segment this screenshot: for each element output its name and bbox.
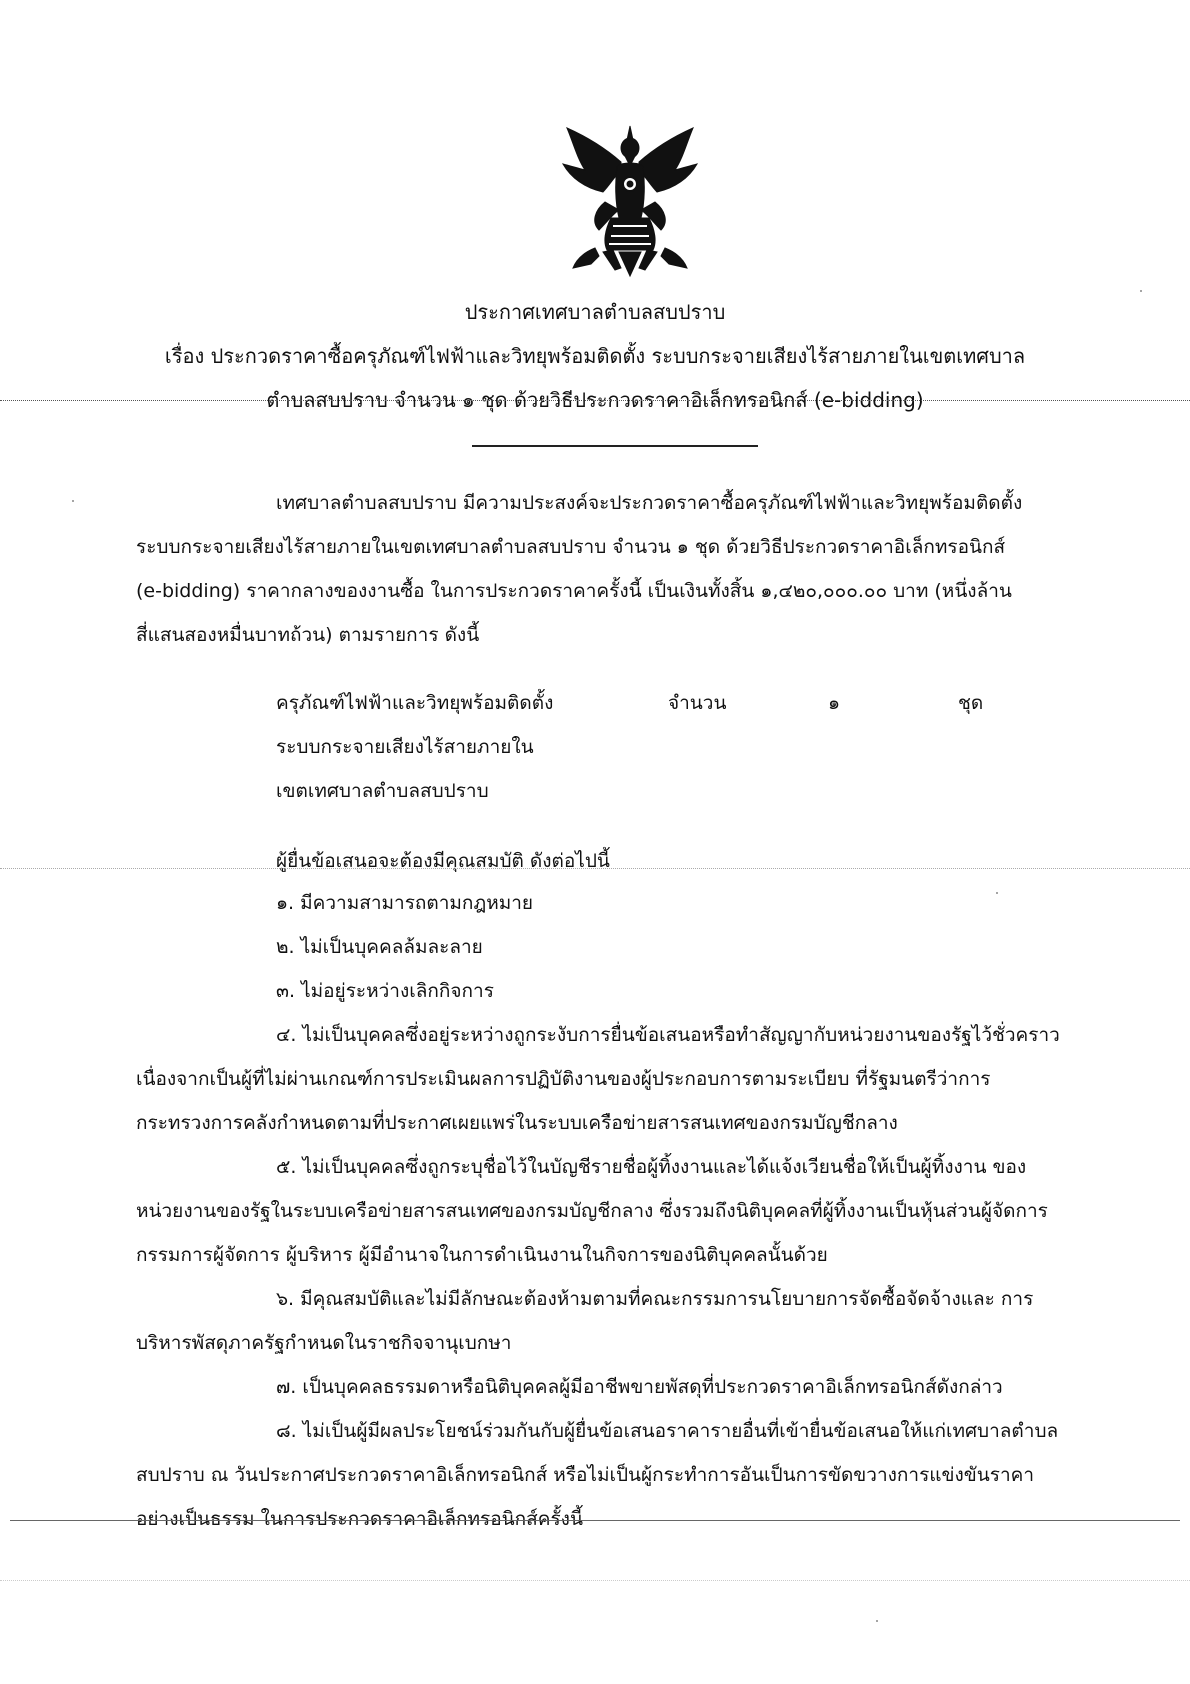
qualification-3: ๓. ไม่อยู่ระหว่างเลิกกิจการ <box>276 980 494 1002</box>
announcement-title: ประกาศเทศบาลตำบลสบปราบ <box>464 300 726 324</box>
intro-line-4: สี่แสนสองหมื่นบาทถ้วน) ตามรายการ ดังนี้ <box>136 624 480 646</box>
intro-line-3: (e-bidding) ราคากลางของงานซื้อ ในการประกวดราคาครั้งนี้ เป็นเงินทั้งสิ้น ๑,๔๒๐,๐๐๐.๐๐ บาท (หนึ่งล้าน <box>136 580 1012 602</box>
qualification-8-line-2: สบปราบ ณ วันประกาศประกวดราคาอิเล็กทรอนิกส์ หรือไม่เป็นผู้กระทำการอันเป็นการขัดขวางการแข่งขันราคา <box>136 1464 1035 1486</box>
qualification-7: ๗. เป็นบุคคลธรรมดาหรือนิติบุคคลผู้มีอาชีพขายพัสดุที่ประกวดราคาอิเล็กทรอนิกส์ดังกล่าว <box>276 1376 1003 1398</box>
scan-speck <box>1140 290 1142 292</box>
scan-speck <box>72 500 74 502</box>
item-unit: ชุด <box>958 692 984 714</box>
scan-faint-line <box>0 1580 1190 1581</box>
qualifications-heading: ผู้ยื่นข้อเสนอจะต้องมีคุณสมบัติ ดังต่อไปนี้ <box>276 850 610 872</box>
item-name-line-1: ครุภัณฑ์ไฟฟ้าและวิทยุพร้อมติดตั้ง <box>276 692 554 714</box>
qualification-1: ๑. มีความสามารถตามกฎหมาย <box>276 892 534 914</box>
subject-line-2: ตำบลสบปราบ จำนวน ๑ ชุด ด้วยวิธีประกวดราคาอิเล็กทรอนิกส์ (e-bidding) <box>266 388 924 412</box>
qualification-4-line-3: กระทรวงการคลังกำหนดตามที่ประกาศเผยแพร่ในระบบเครือข่ายสารสนเทศของกรมบัญชีกลาง <box>136 1112 898 1134</box>
scan-speck <box>876 1620 878 1622</box>
qualification-2: ๒. ไม่เป็นบุคคลล้มละลาย <box>276 936 483 958</box>
subject-dotted-underline <box>0 400 1190 401</box>
qualification-4-line-2: เนื่องจากเป็นผู้ที่ไม่ผ่านเกณฑ์การประเมินผลการปฏิบัติงานของผู้ประกอบการตามระเบียบ ที่รัฐมนตรีว่าการ <box>136 1068 991 1090</box>
title-divider <box>472 445 758 447</box>
scan-bottom-line <box>10 1520 1180 1521</box>
intro-line-2: ระบบกระจายเสียงไร้สายภายในเขตเทศบาลตำบลสบปราบ จำนวน ๑ ชุด ด้วยวิธีประกวดราคาอิเล็กทรอนิกส์ <box>136 536 1006 558</box>
item-name-line-2: ระบบกระจายเสียงไร้สายภายใน <box>276 736 534 758</box>
qualification-8-line-1: ๘. ไม่เป็นผู้มีผลประโยชน์ร่วมกันกับผู้ยื่นข้อเสนอราคารายอื่นที่เข้ายื่นข้อเสนอให้แก่เทศบาลตำบล <box>276 1420 1059 1442</box>
qualification-5-line-3: กรรมการผู้จัดการ ผู้บริหาร ผู้มีอำนาจในการดำเนินงานในกิจการของนิติบุคคลนั้นด้วย <box>136 1244 828 1266</box>
intro-line-1: เทศบาลตำบลสบปราบ มีความประสงค์จะประกวดราคาซื้อครุภัณฑ์ไฟฟ้าและวิทยุพร้อมติดตั้ง <box>276 492 1023 514</box>
garuda-emblem <box>555 118 705 278</box>
qualification-4-line-1: ๔. ไม่เป็นบุคคลซึ่งอยู่ระหว่างถูกระงับการยื่นข้อเสนอหรือทำสัญญากับหน่วยงานของรัฐไว้ชั่วคราว <box>276 1024 1060 1046</box>
item-qty: ๑ <box>828 692 841 714</box>
qualification-6-line-2: บริหารพัสดุภาครัฐกำหนดในราชกิจจานุเบกษา <box>136 1332 512 1354</box>
qualification-5-line-1: ๕. ไม่เป็นบุคคลซึ่งถูกระบุชื่อไว้ในบัญชีรายชื่อผู้ทิ้งงานและได้แจ้งเวียนชื่อให้เป็นผู้ทิ้งงาน ของ <box>276 1156 1027 1178</box>
scan-speck <box>996 892 998 894</box>
item-qty-label: จำนวน <box>668 692 727 714</box>
subject-line-1: เรื่อง ประกวดราคาซื้อครุภัณฑ์ไฟฟ้าและวิทยุพร้อมติดตั้ง ระบบกระจายเสียงไร้สายภายในเขตเทศบาล <box>164 344 1026 368</box>
item-name-line-3: เขตเทศบาลตำบลสบปราบ <box>276 780 489 802</box>
qualification-5-line-2: หน่วยงานของรัฐในระบบเครือข่ายสารสนเทศของกรมบัญชีกลาง ซึ่งรวมถึงนิติบุคคลที่ผู้ทิ้งงานเป็นหุ้นส่วนผู้จัดการ <box>136 1200 1048 1222</box>
qualification-6-line-1: ๖. มีคุณสมบัติและไม่มีลักษณะต้องห้ามตามที่คณะกรรมการนโยบายการจัดซื้อจัดจ้างและ การ <box>276 1288 1034 1310</box>
scan-dotted-line <box>0 868 1190 869</box>
qualification-8-line-3: อย่างเป็นธรรม ในการประกวดราคาอิเล็กทรอนิกส์ครั้งนี้ <box>136 1508 583 1530</box>
